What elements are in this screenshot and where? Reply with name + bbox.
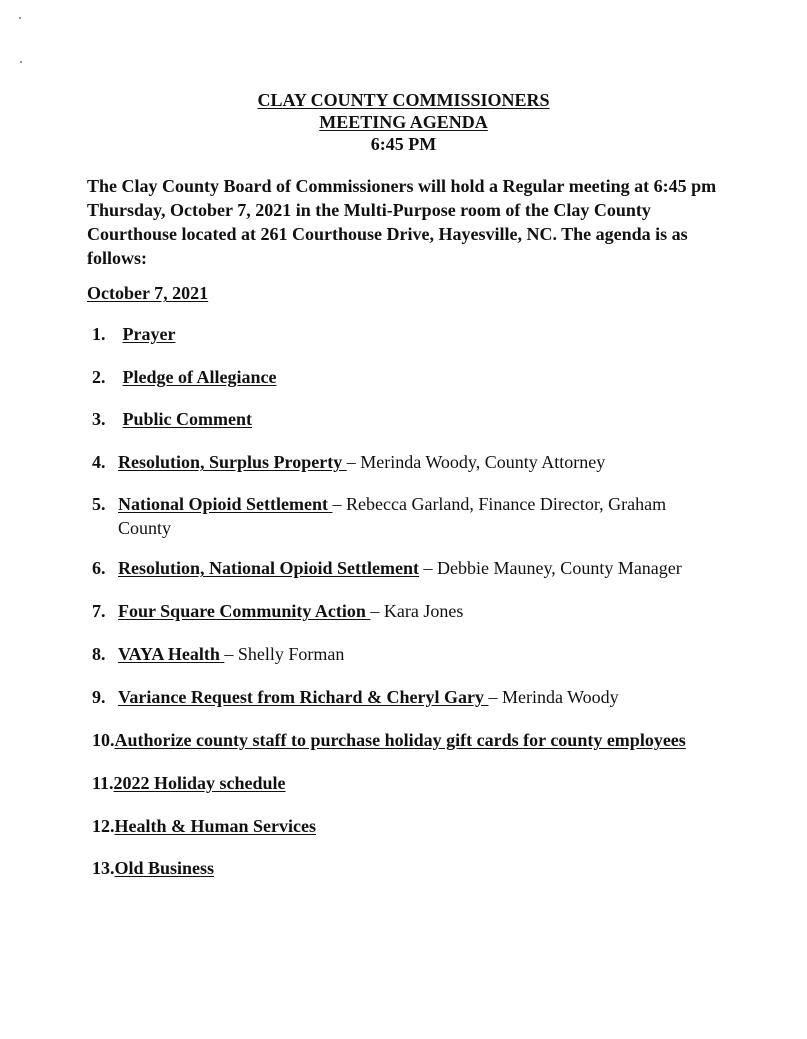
item-number: 5. xyxy=(92,494,106,514)
item-title: Public Comment xyxy=(122,409,252,429)
agenda-item xyxy=(92,322,772,346)
agenda-item xyxy=(92,685,772,709)
item-presenter: – Debbie Mauney, County Manager xyxy=(419,558,682,578)
agenda-item xyxy=(92,450,772,474)
item-title: National Opioid Settlement xyxy=(118,494,333,514)
item-number: 6. xyxy=(92,558,106,578)
item-number: 12. xyxy=(92,816,115,836)
item-presenter: – Merinda Woody xyxy=(488,687,619,707)
header-title: CLAY COUNTY COMMISSIONERS xyxy=(257,90,550,110)
item-title: Authorize county staff to purchase holiday gift cards for county employees xyxy=(114,730,686,750)
item-title: Four Square Community Action xyxy=(118,601,371,621)
item-number: 8. xyxy=(92,644,106,664)
scan-speck xyxy=(20,61,22,63)
item-title: Variance Request from Richard & Cheryl Gary xyxy=(118,687,489,707)
agenda-item xyxy=(92,492,772,540)
item-number: 10. xyxy=(92,730,115,750)
item-title: Resolution, Surplus Property xyxy=(118,452,347,472)
item-title: Health & Human Services xyxy=(114,816,316,836)
item-number: 7. xyxy=(92,601,106,621)
item-number: 1. xyxy=(92,324,106,344)
item-title: 2022 Holiday schedule xyxy=(113,773,286,793)
item-presenter: – Rebecca Garland, Finance Director, Graham xyxy=(332,494,667,514)
intro-paragraph: The Clay County Board of Commissioners will hold a Regular meeting at 6:45 pm Thursday, October 7, 2021 in the Multi-Purpose room of the Clay County Courthouse located at 261 Courthouse Drive, Hayesville, NC. The agenda is as follows: xyxy=(87,176,717,268)
item-number: 13. xyxy=(92,858,115,878)
meeting-date-heading: October 7, 2021 xyxy=(87,283,209,303)
item-presenter-continued: County xyxy=(118,518,172,538)
agenda-item xyxy=(92,642,772,666)
item-number: 9. xyxy=(92,687,106,707)
item-presenter: – Shelly Forman xyxy=(224,644,345,664)
item-title: Old Business xyxy=(114,858,215,878)
agenda-item xyxy=(92,556,772,580)
agenda-item xyxy=(92,599,772,623)
item-number: 2. xyxy=(92,367,106,387)
agenda-item xyxy=(92,365,772,389)
agenda-item xyxy=(92,728,772,752)
item-title: Pledge of Allegiance xyxy=(122,367,277,387)
item-number: 11. xyxy=(92,773,114,793)
agenda-item xyxy=(92,856,772,880)
item-number: 4. xyxy=(92,452,106,472)
header-time: 6:45 PM xyxy=(370,134,437,154)
item-number: 3. xyxy=(92,409,106,429)
agenda-item xyxy=(92,407,772,431)
item-title: VAYA Health xyxy=(118,644,225,664)
header-subtitle: MEETING AGENDA xyxy=(319,112,488,132)
agenda-item xyxy=(92,814,772,838)
item-presenter: – Kara Jones xyxy=(370,601,464,621)
scan-speck xyxy=(19,17,21,19)
item-presenter: – Merinda Woody, County Attorney xyxy=(346,452,606,472)
item-title: Resolution, National Opioid Settlement xyxy=(118,558,420,578)
agenda-header xyxy=(0,89,807,155)
item-title: Prayer xyxy=(122,324,176,344)
agenda-item xyxy=(92,771,772,795)
